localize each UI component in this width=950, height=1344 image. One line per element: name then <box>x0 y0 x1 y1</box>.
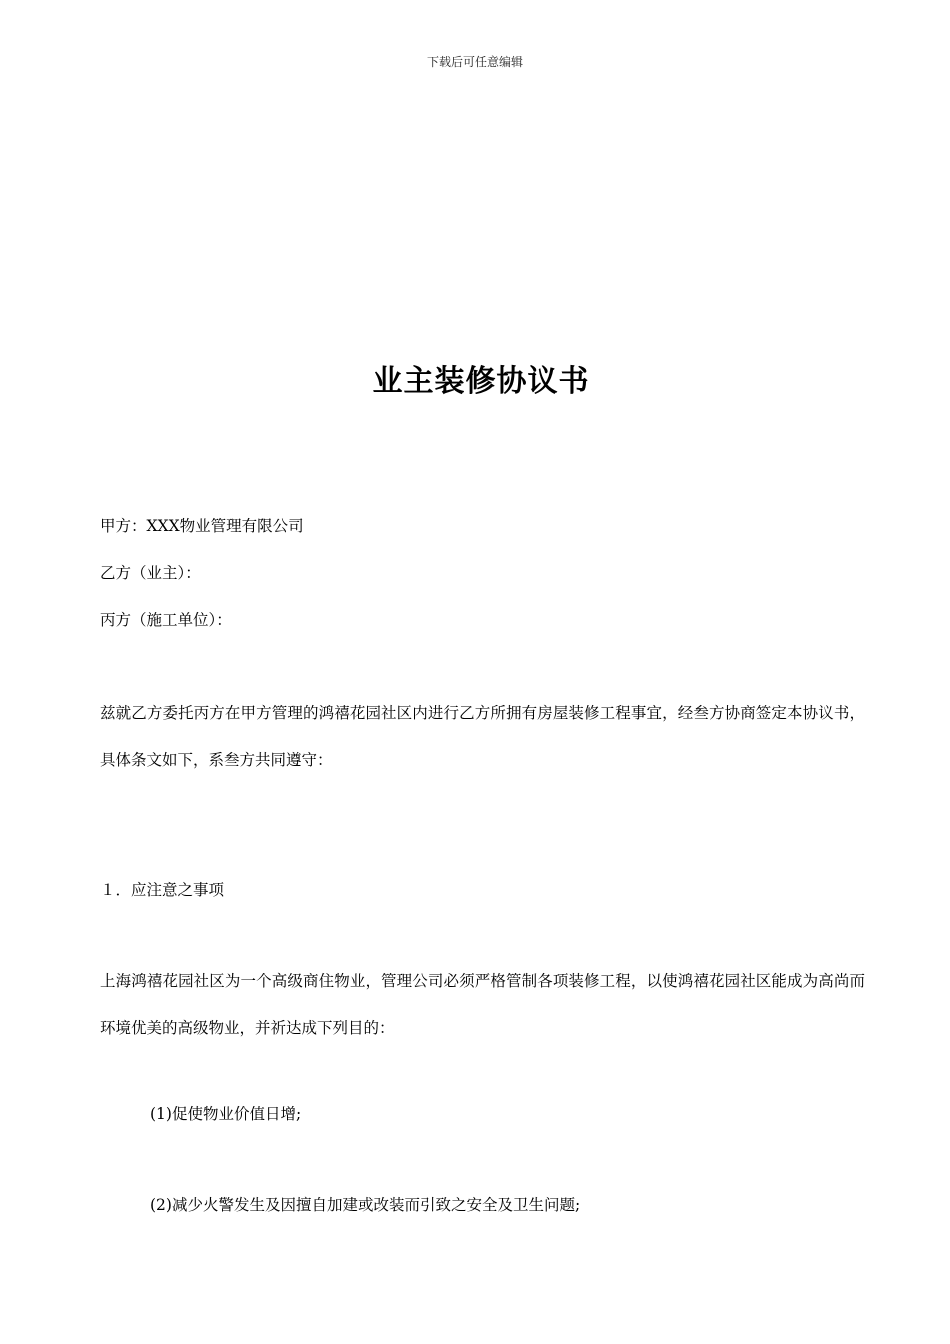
section-1-paragraph: 上海鸿禧花园社区为一个高级商住物业，管理公司必须严格管制各项装修工程，以使鸿禧花园社区能成为高尚而环境优美的高级物业，并祈达成下列目的： <box>100 972 865 1037</box>
document-title: 业主装修协议书 <box>372 364 590 399</box>
intro-paragraph: 兹就乙方委托丙方在甲方管理的鸿禧花园社区内进行乙方所拥有房屋装修工程事宜，经叁方协商签定本协议书，具体条文如下，系叁方共同遵守： <box>100 704 865 769</box>
party-b-line: 乙方（业主）： <box>100 564 201 582</box>
header-note: 下载后可任意编辑 <box>426 55 523 69</box>
party-a-line: 甲方：XXX物业管理有限公司 <box>100 517 304 535</box>
section-1-heading: １．应注意之事项 <box>100 881 225 899</box>
party-c-line: 丙方（施工单位）： <box>100 611 232 629</box>
list-item-2: (2)减少火警发生及因擅自加建或改装而引致之安全及卫生问题; <box>150 1196 581 1214</box>
list-item-1: (1)促使物业价值日增; <box>150 1105 302 1123</box>
